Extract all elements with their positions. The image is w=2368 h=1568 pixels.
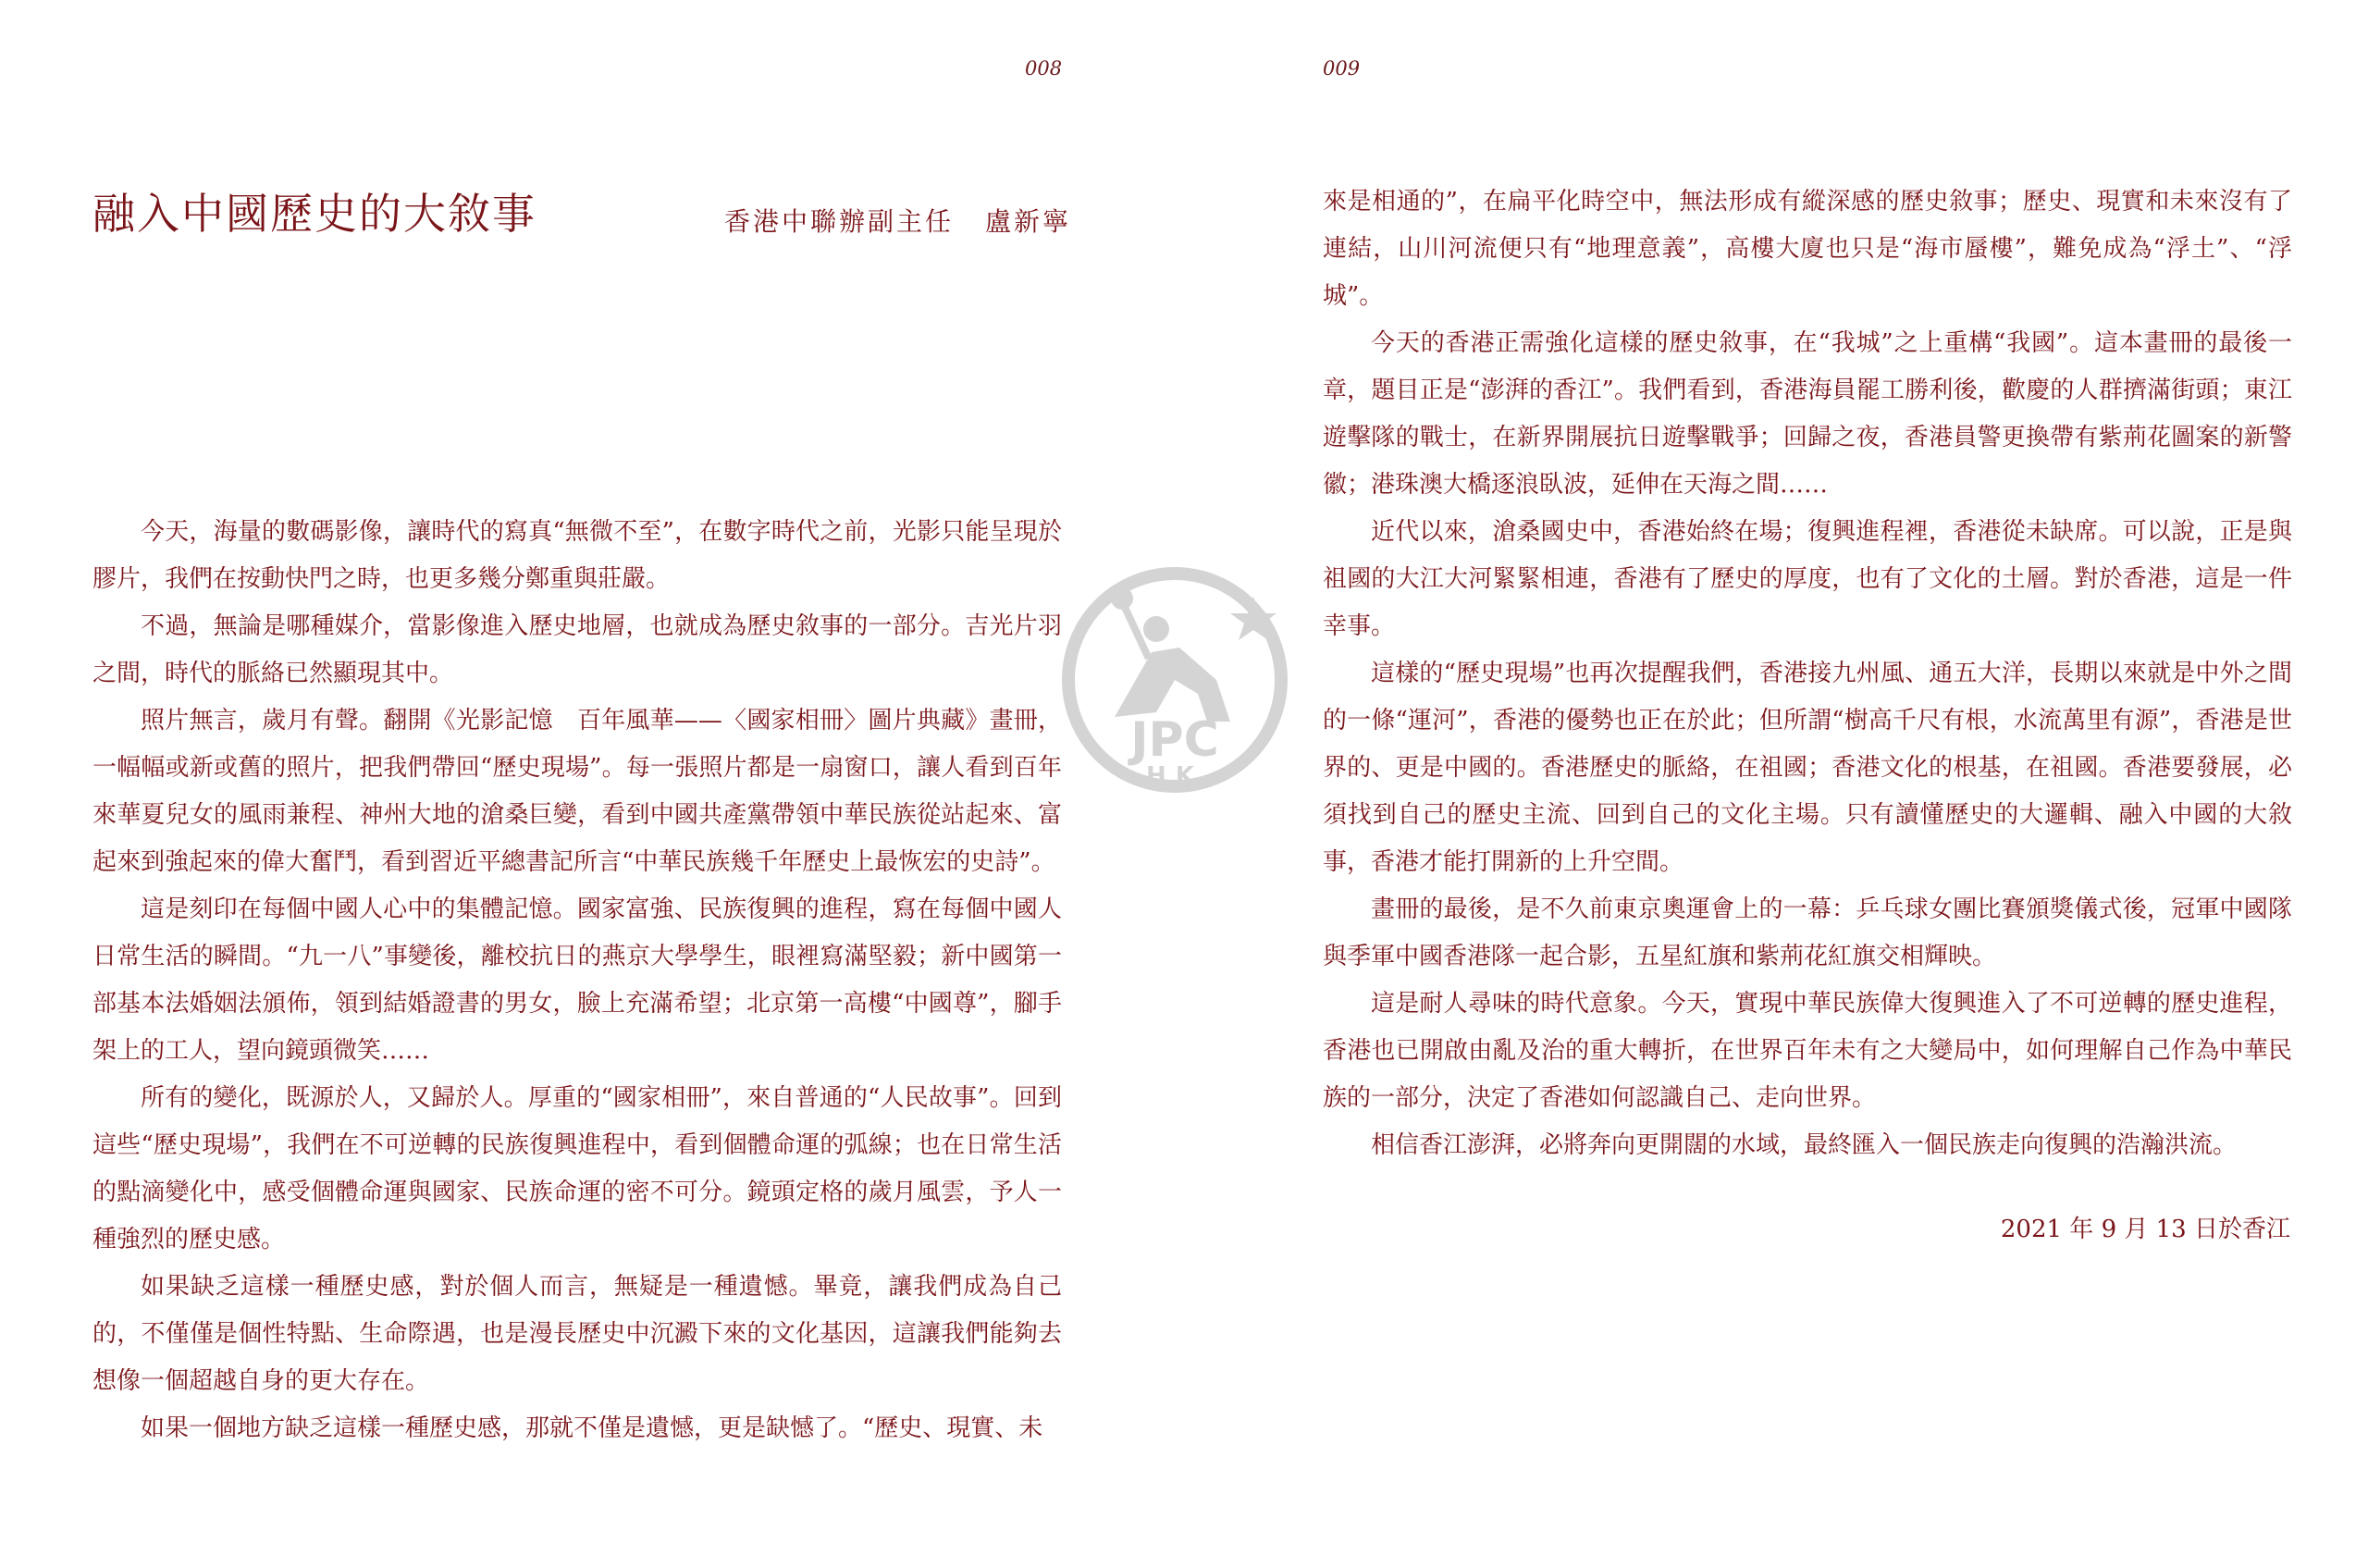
- paragraph: 今天的香港正需強化這樣的歷史敘事，在“我城”之上重構“我國”。這本畫冊的最後一章，題目正是“澎湃的香江”。我們看到，香港海員罷工勝利後，歡慶的人群擠滿街頭；東江遊擊隊的戰士，在新界開展抗日遊擊戰爭；回歸之夜，香港員警更換帶有紫荊花圖案的新警徽；港珠澳大橋逐浪臥波，延伸在天海之間……: [1323, 329, 2292, 499]
- article-title: 融入中國歷史的大敘事: [92, 189, 536, 239]
- paragraph: 來是相通的”，在扁平化時空中，無法形成有縱深感的歷史敘事；歷史、現實和未來沒有了連結，山川河流便只有“地理意義”，高樓大廈也只是“海市蜃樓”，難免成為“浮土”、“浮城”。: [1323, 188, 2292, 310]
- paragraph: 這樣的“歷史現場”也再次提醒我們，香港接九州風、通五大洋，長期以來就是中外之間的一條“運河”，香港的優勢也正在於此；但所謂“樹高千尺有根，水流萬里有源”，香港是世界的、更是中國的。香港歷史的脈絡，在祖國；香港文化的根基，在祖國。香港要發展，必須找到自己的歷史主流、回到自己的文化主場。只有讀懂歷史的大邏輯、融入中國的大敘事，香港才能打開新的上升空間。: [1323, 660, 2292, 876]
- paragraph: 如果缺乏這樣一種歷史感，對於個人而言，無疑是一種遺憾。畢竟，讓我們成為自己的，不僅僅是個性特點、生命際遇，也是漫長歷史中沉澱下來的文化基因，這讓我們能夠去想像一個超越自身的更大存在。: [92, 1273, 1062, 1395]
- paragraph: 這是刻印在每個中國人心中的集體記憶。國家富強、民族復興的進程，寫在每個中國人日常生活的瞬間。“九一八”事變後，離校抗日的燕京大學學生，眼裡寫滿堅毅；新中國第一部基本法婚姻法頒佈，領到結婚證書的男女，臉上充滿希望；北京第一高樓“中國尊”，腳手架上的工人，望向鏡頭微笑……: [92, 895, 1062, 1065]
- paragraph: 近代以來，滄桑國史中，香港始終在場；復興進程裡，香港從未缺席。可以說，正是與祖國的大江大河緊緊相連，香港有了歷史的厚度，也有了文化的土層。對於香港，這是一件幸事。: [1323, 518, 2292, 640]
- author-name: 盧新寧: [985, 206, 1072, 237]
- dateline: 2021 年 9 月 13 日於香江: [2000, 1216, 2290, 1243]
- paragraph: 這是耐人尋味的時代意象。今天，實現中華民族偉大復興進入了不可逆轉的歷史進程，香港也已開啟由亂及治的重大轉折，在世界百年未有之大變局中，如何理解自己作為中華民族的一部分，決定了香港如何認識自己、走向世界。: [1323, 990, 2292, 1112]
- left-column: [92, 509, 1062, 1452]
- paragraph: 如果一個地方缺乏這樣一種歷史感，那就不僅是遺憾，更是缺憾了。“歷史、現實、未: [141, 1414, 1043, 1442]
- watermark-text: JPC: [1130, 712, 1219, 768]
- page-number-right: 009: [1323, 57, 1361, 80]
- paragraph: 不過，無論是哪種媒介，當影像進入歷史地層，也就成為歷史敘事的一部分。吉光片羽之間，時代的脈絡已然顯現其中。: [92, 612, 1062, 687]
- page-number-left: 008: [1025, 57, 1063, 80]
- paragraph: 照片無言，歲月有聲。翻開《光影記憶 百年風華——〈國家相冊〉圖片典藏》畫冊，一幅幅或新或舊的照片，把我們帶回“歷史現場”。每一張照片都是一扇窗口，讓人看到百年來華夏兒女的風雨兼程、神州大地的滄桑巨變，看到中國共產黨帶領中華民族從站起來、富起來到強起來的偉大奮鬥，看到習近平總書記所言“中華民族幾千年歷史上最恢宏的史詩”。: [92, 707, 1062, 876]
- author-position: 香港中聯辦副主任: [724, 206, 955, 237]
- author-byline: [724, 202, 1071, 239]
- paragraph: 今天，海量的數碼影像，讓時代的寫真“無微不至”，在數字時代之前，光影只能呈現於膠片，我們在按動快門之時，也更多幾分鄭重與莊嚴。: [92, 518, 1062, 593]
- paragraph: 所有的變化，既源於人，又歸於人。厚重的“國家相冊”，來自普通的“人民故事”。回到這些“歷史現場”，我們在不可逆轉的民族復興進程中，看到個體命運的弧線；也在日常生活的點滴變化中，感受個體命運與國家、民族命運的密不可分。鏡頭定格的歲月風雲，予人一種強烈的歷史感。: [92, 1084, 1062, 1253]
- watermark-subtext: HK: [1146, 762, 1203, 790]
- paragraph: 相信香江澎湃，必將奔向更開闊的水域，最終匯入一個民族走向復興的浩瀚洪流。: [1371, 1131, 2238, 1159]
- jpc-watermark-logo: [1059, 541, 1290, 819]
- paragraph: 畫冊的最後，是不久前東京奧運會上的一幕：乒乓球女團比賽頒獎儀式後，冠軍中國隊與季軍中國香港隊一起合影，五星紅旗和紫荊花紅旗交相輝映。: [1323, 895, 2292, 970]
- right-column: [1323, 179, 2292, 1169]
